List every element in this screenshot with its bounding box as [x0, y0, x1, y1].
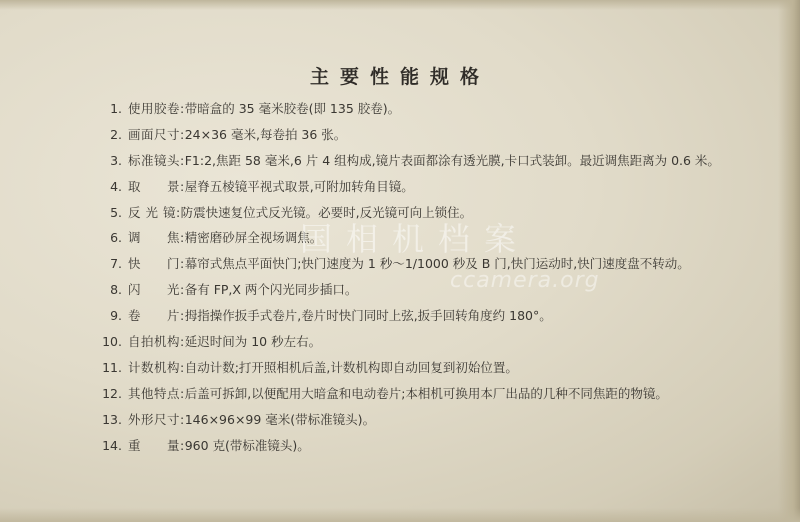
- spec-label: 取 景:: [128, 178, 185, 194]
- spec-value: 后盖可拆卸,以便配用大暗盒和电动卷片;本相机可换用本厂出品的几种不同焦距的物镜。: [184, 385, 668, 401]
- watermark-text: 国相机档案: [300, 220, 531, 258]
- spec-description: [128, 96, 400, 122]
- spec-number: 11.: [102, 359, 122, 375]
- spec-description: [128, 381, 668, 407]
- spec-number: 12.: [102, 385, 122, 401]
- spec-description: [128, 251, 690, 277]
- spec-description: [128, 174, 414, 200]
- spec-value: 960 克(带标准镜头)。: [184, 437, 310, 453]
- spec-label: 外形尺寸:: [128, 411, 185, 427]
- spec-value: F1:2,焦距 58 毫米,6 片 4 组构成,镜片表面都涂有透光膜,卡口式装卸。最近调焦距离为 0.6 米。: [184, 152, 720, 168]
- spec-number: 8.: [110, 282, 122, 298]
- spec-number: 4.: [110, 178, 122, 194]
- spec-item: [0, 200, 800, 226]
- spec-label: 反 光 镜:: [128, 204, 181, 220]
- spec-item: [0, 433, 800, 459]
- spec-label: 闪 光:: [128, 282, 185, 298]
- spec-number: 2.: [110, 126, 122, 142]
- spec-item: [0, 225, 800, 251]
- spec-value: 屋脊五棱镜平视式取景,可附加转角目镜。: [184, 178, 414, 194]
- spec-value: 带暗盒的 35 毫米胶卷(即 135 胶卷)。: [184, 101, 401, 116]
- spec-item: [0, 277, 800, 303]
- paper-edge-bottom: [0, 508, 800, 522]
- spec-number: 3.: [110, 152, 122, 168]
- page-title: 主要性能规格: [309, 66, 490, 88]
- spec-description: [128, 225, 322, 251]
- spec-label: 使用胶卷:: [128, 101, 185, 116]
- spec-item: [0, 174, 800, 200]
- spec-item: [0, 407, 800, 433]
- spec-label: 调 焦:: [128, 230, 185, 246]
- spec-number: 14.: [102, 437, 122, 453]
- spec-description: [128, 355, 518, 381]
- spec-value: 146×96×99 毫米(带标准镜头)。: [184, 411, 376, 427]
- spec-description: [128, 122, 346, 148]
- spec-description: [128, 303, 552, 329]
- spec-label: 快 门:: [128, 256, 185, 272]
- spec-number: 1.: [110, 101, 122, 116]
- spec-item: [0, 96, 800, 122]
- spec-description: [128, 277, 357, 303]
- spec-item: [0, 355, 800, 381]
- spec-description: [128, 148, 720, 174]
- spec-item: [0, 122, 800, 148]
- spec-number: 5.: [110, 204, 122, 220]
- spec-description: [128, 200, 472, 226]
- paper-edge-top: [0, 0, 800, 10]
- spec-number: 6.: [110, 230, 122, 246]
- spec-item: [0, 381, 800, 407]
- spec-label: 卷 片:: [128, 308, 185, 324]
- spec-description: [128, 433, 310, 459]
- spec-value: 防震快速复位式反光镜。必要时,反光镜可向上锁住。: [180, 204, 473, 220]
- spec-value: 24×36 毫米,每卷拍 36 张。: [184, 126, 347, 142]
- spec-label: 自拍机构:: [128, 334, 185, 350]
- spec-label: 计数机构:: [128, 359, 185, 375]
- spec-item: [0, 251, 800, 277]
- spec-label: 标准镜头:: [128, 152, 185, 168]
- spec-description: [128, 407, 375, 433]
- spec-label: 重 量:: [128, 437, 185, 453]
- spec-value: 自动计数;打开照相机后盖,计数机构即自动回复到初始位置。: [184, 359, 518, 375]
- spec-value: 备有 FP,X 两个闪光同步插口。: [184, 282, 358, 298]
- watermark-url: ccamera.org: [450, 268, 600, 293]
- spec-item: [0, 329, 800, 355]
- spec-list: [0, 96, 800, 458]
- spec-label: 其他特点:: [128, 385, 185, 401]
- spec-label: 画面尺寸:: [128, 126, 185, 142]
- spec-value: 延迟时间为 10 秒左右。: [184, 334, 322, 350]
- spec-number: 7.: [110, 256, 122, 272]
- spec-description: [128, 329, 321, 355]
- spec-value: 拇指操作扳手式卷片,卷片时快门同时上弦,扳手回转角度约 180°。: [184, 308, 552, 324]
- spec-number: 13.: [102, 411, 122, 427]
- spec-number: 9.: [110, 308, 122, 324]
- spec-number: 10.: [102, 334, 122, 350]
- spec-item: [0, 148, 800, 174]
- spec-value: 精密磨砂屏全视场调焦。: [184, 230, 323, 246]
- spec-value: 幕帘式焦点平面快门;快门速度为 1 秒～1/1000 秒及 B 门,快门运动时,快门速度盘不转动。: [184, 256, 690, 272]
- spec-item: [0, 303, 800, 329]
